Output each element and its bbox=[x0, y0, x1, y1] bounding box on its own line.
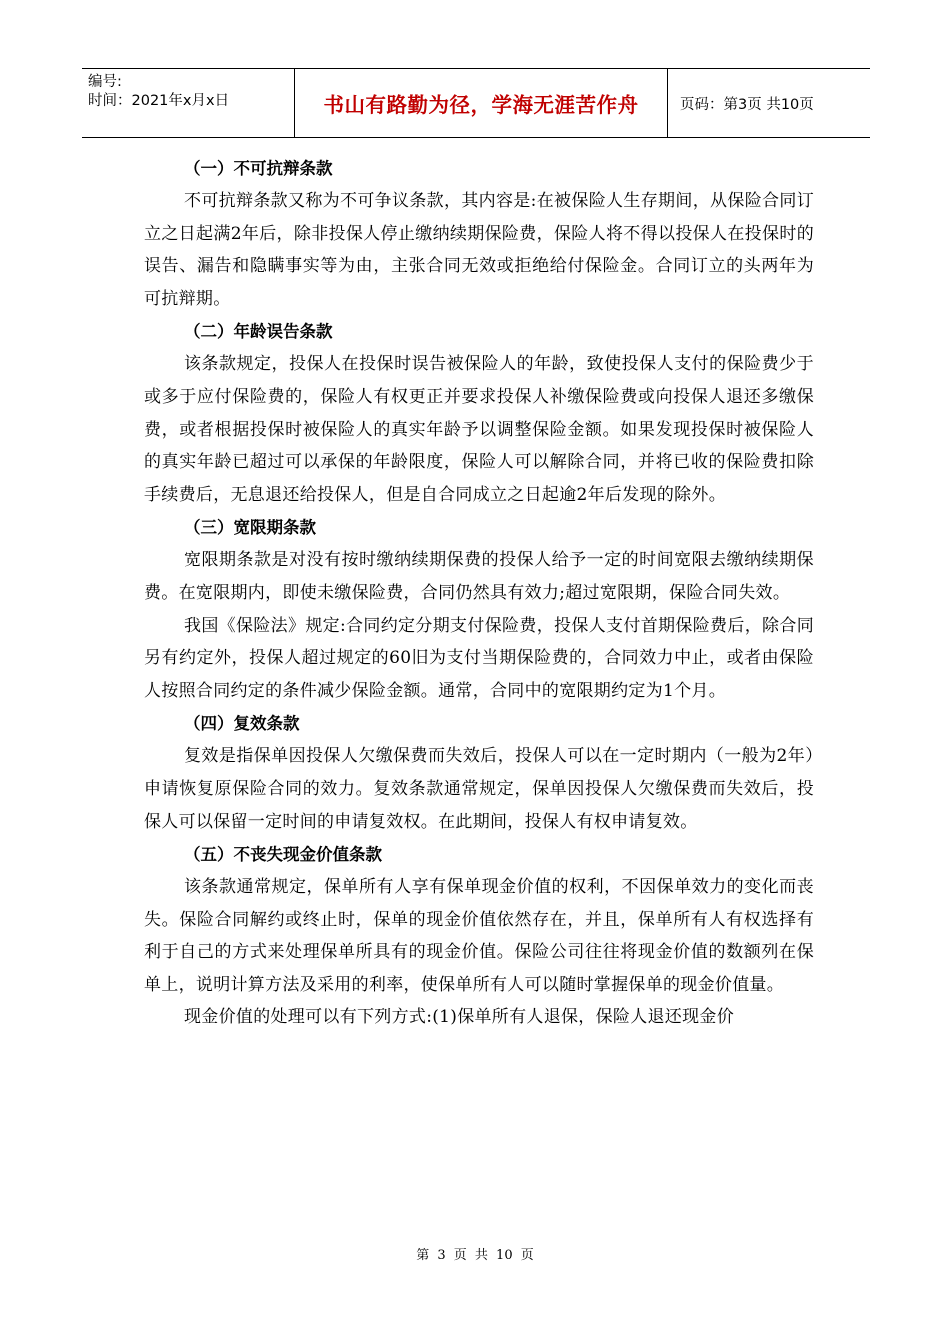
section-paragraph: 我国《保险法》规定:合同约定分期支付保险费，投保人支付首期保险费后，除合同另有约定外，投保人超过规定的60旧为支付当期保险费的，合同效力中止，或者由保险人按照合同约定的条件减少保险金额。通常，合同中的宽限期约定为1个月。 bbox=[144, 615, 814, 701]
page-footer: 第 3 页 共 10 页 bbox=[416, 1248, 534, 1263]
section-paragraph: 现金价值的处理可以有下列方式:(1)保单所有人退保，保险人退还现金价 bbox=[184, 1007, 735, 1028]
page-header bbox=[82, 68, 870, 138]
document-date: 时间：2021年x月x日 bbox=[88, 93, 230, 109]
section-paragraph: 不可抗辩条款又称为不可争议条款，其内容是:在被保险人生存期间，从保险合同订立之日起满2年后，除非投保人停止缴纳续期保险费，保险人将不得以投保人在投保时的误告、漏告和隐瞒事实等为由，主张合同无效或拒绝给付保险金。合同订立的头两年为可抗辩期。 bbox=[144, 191, 814, 309]
section-heading: （二）年龄误告条款 bbox=[184, 322, 333, 342]
header-meta bbox=[82, 69, 294, 137]
section-paragraph: 该条款规定，投保人在投保时误告被保险人的年龄，致使投保人支付的保险费少于或多于应付保险费的，保险人有权更正并要求投保人补缴保险费或向投保人退还多缴保费，或者根据投保时被保险人的真实年龄予以调整保险金额。如果发现投保时被保险人的真实年龄已超过可以承保的年龄限度，保险人可以解除合同，并将已收的保险费扣除手续费后，无息退还给投保人，但是自合同成立之日起逾2年后发现的除外。 bbox=[144, 354, 814, 505]
document-number: 编号: bbox=[88, 74, 122, 90]
header-motto: 书山有路勤为径，学海无涯苦作舟 bbox=[294, 69, 668, 137]
section-heading: （五）不丧失现金价值条款 bbox=[184, 845, 382, 865]
section-paragraph: 宽限期条款是对没有按时缴纳续期保费的投保人给予一定的时间宽限去缴纳续期保费。在宽限期内，即使未缴保险费，合同仍然具有效力;超过宽限期，保险合同失效。 bbox=[144, 550, 814, 603]
header-page-info: 页码：第3页 共10页 bbox=[680, 96, 814, 113]
section-heading: （四）复效条款 bbox=[184, 714, 300, 734]
section-heading: （一）不可抗辩条款 bbox=[184, 159, 333, 178]
section-paragraph: 复效是指保单因投保人欠缴保费而失效后，投保人可以在一定时期内（一般为2年）申请恢复原保险合同的效力。复效条款通常规定，保单因投保人欠缴保费而失效后，投保人可以保留一定时间的申请复效权。在此期间，投保人有权申请复效。 bbox=[144, 746, 814, 832]
document-body bbox=[144, 152, 814, 1034]
section-heading: （三）宽限期条款 bbox=[184, 518, 316, 538]
section-paragraph: 该条款通常规定，保单所有人享有保单现金价值的权利，不因保单效力的变化而丧失。保险合同解约或终止时，保单的现金价值依然存在，并且，保单所有人有权选择有利于自己的方式来处理保单所具有的现金价值。保险公司往往将现金价值的数额列在保单上，说明计算方法及采用的利率，使保单所有人可以随时掌握保单的现金价值量。 bbox=[144, 877, 814, 995]
